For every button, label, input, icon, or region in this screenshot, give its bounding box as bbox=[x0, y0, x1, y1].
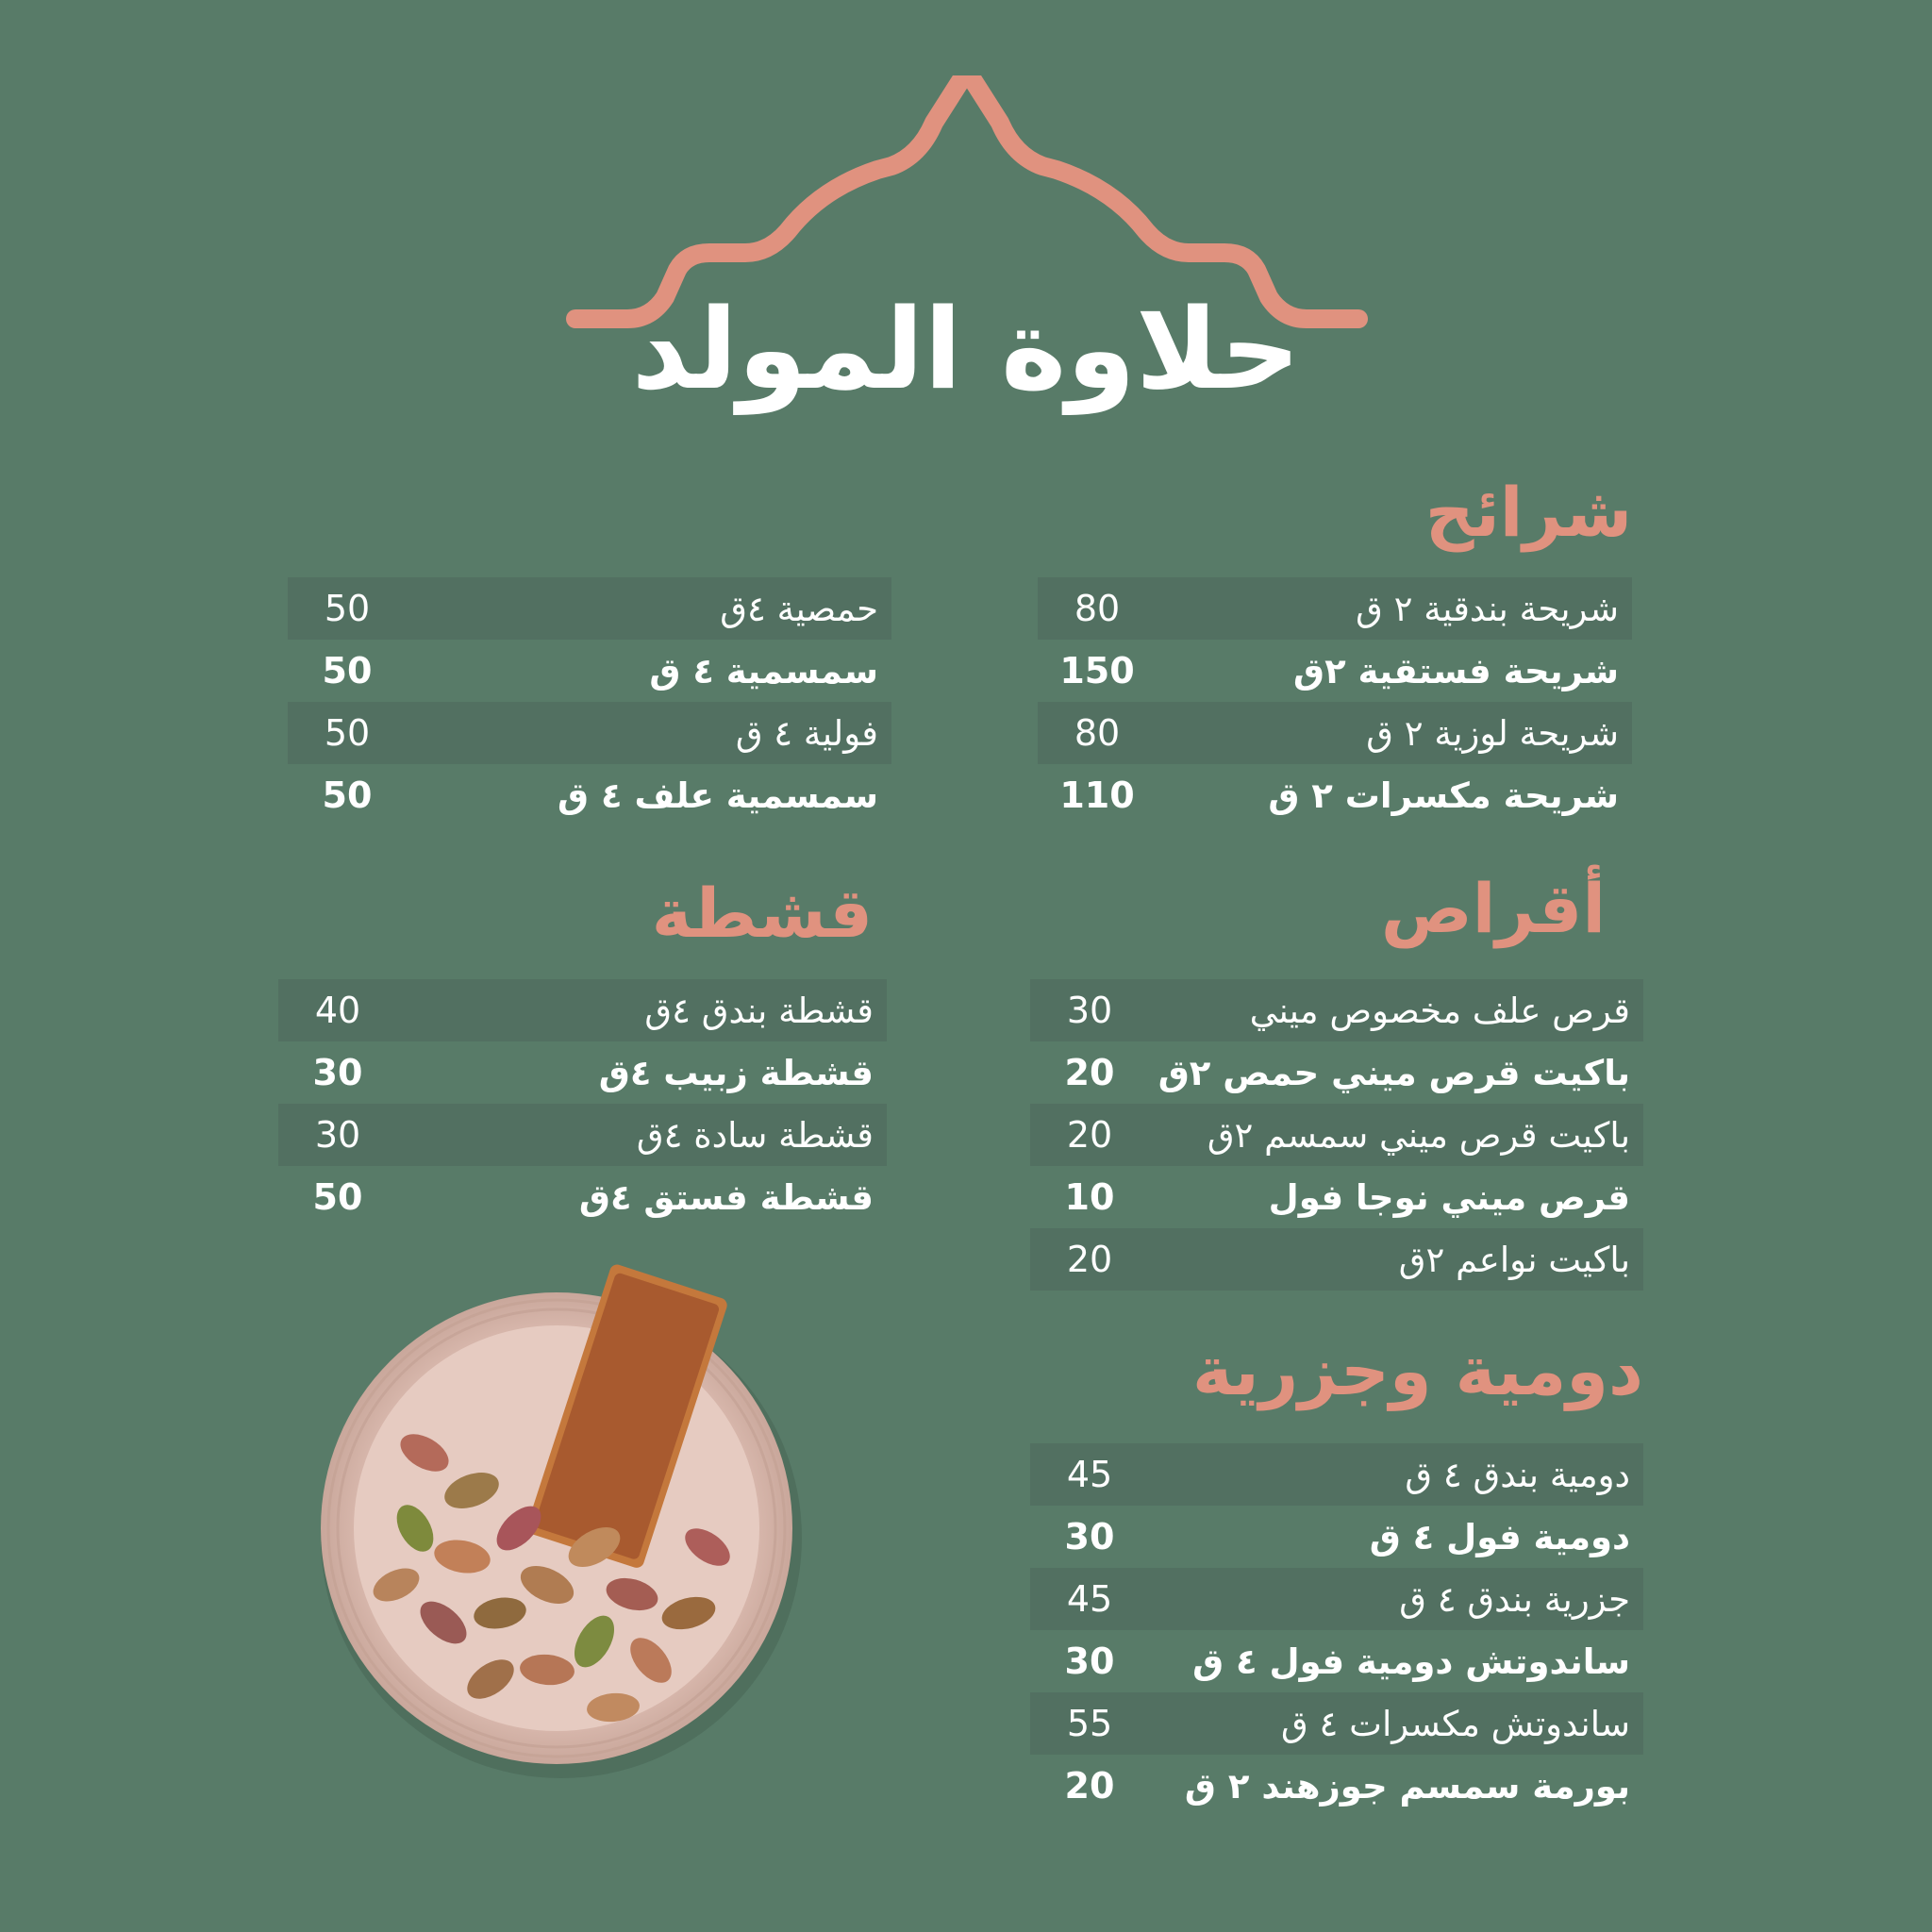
list-item bbox=[1030, 1755, 1643, 1817]
item-name: قشطة سادة ٤ق bbox=[636, 1114, 874, 1156]
item-name: باكيت نواعم ٢ق bbox=[1398, 1239, 1630, 1280]
item-price: 55 bbox=[1066, 1703, 1113, 1744]
list-item bbox=[1030, 1506, 1643, 1568]
item-name: فولية ٤ ق bbox=[735, 712, 878, 754]
item-price: 30 bbox=[1064, 1516, 1115, 1557]
item-name: شريحة فستقية ٢ق bbox=[1292, 650, 1619, 691]
section-title-domia: دومية وجزرية bbox=[1192, 1331, 1643, 1410]
list-item bbox=[288, 577, 891, 640]
misc-list bbox=[288, 577, 891, 826]
item-name: حمصية ٤ق bbox=[720, 588, 878, 629]
pistachio-bowl-icon bbox=[311, 1264, 821, 1792]
item-price: 50 bbox=[324, 712, 371, 754]
list-item bbox=[278, 1041, 887, 1104]
item-name: قشطة بندق ٤ق bbox=[644, 990, 874, 1031]
ashta-list bbox=[278, 979, 887, 1228]
list-item bbox=[1030, 1041, 1643, 1104]
item-name: قرص علف مخصوص ميني bbox=[1249, 990, 1630, 1031]
item-name: قشطة زبيب ٤ق bbox=[598, 1052, 874, 1093]
section-misc bbox=[288, 577, 891, 832]
item-name: قرص ميني نوجا فول bbox=[1268, 1176, 1630, 1218]
item-name: سمسمية ٤ ق bbox=[649, 650, 878, 691]
item-name: دومية فول ٤ ق bbox=[1369, 1516, 1630, 1557]
item-price: 20 bbox=[1064, 1765, 1115, 1807]
item-price: 50 bbox=[322, 774, 373, 816]
item-price: 80 bbox=[1074, 712, 1121, 754]
sharaeh-list bbox=[1038, 577, 1632, 826]
item-name: بورمة سمسم جوزهند ٢ ق bbox=[1184, 1765, 1630, 1807]
section-aqras bbox=[1030, 868, 1643, 1292]
item-name: باكيت قرص ميني حمص ٢ق bbox=[1158, 1052, 1630, 1093]
item-price: 30 bbox=[314, 1114, 361, 1156]
item-price: 10 bbox=[1064, 1176, 1115, 1218]
list-item bbox=[1030, 1568, 1643, 1630]
domia-list bbox=[1030, 1443, 1643, 1817]
item-name: شريحة مكسرات ٢ ق bbox=[1268, 774, 1619, 816]
item-name: سمسمية علف ٤ ق bbox=[558, 774, 878, 816]
item-price: 45 bbox=[1066, 1454, 1113, 1495]
item-price: 80 bbox=[1074, 588, 1121, 629]
list-item bbox=[278, 1166, 887, 1228]
item-name: قشطة فستق ٤ق bbox=[578, 1176, 874, 1218]
item-name: شريحة بندقية ٢ ق bbox=[1356, 588, 1619, 629]
list-item bbox=[1030, 1166, 1643, 1228]
item-name: باكيت قرص ميني سمسم ٢ق bbox=[1207, 1114, 1630, 1156]
aqras-list bbox=[1030, 979, 1643, 1291]
list-item bbox=[1030, 1228, 1643, 1291]
list-item bbox=[278, 979, 887, 1041]
item-price: 45 bbox=[1066, 1578, 1113, 1620]
section-title-ashta: قشطة bbox=[651, 874, 873, 953]
list-item bbox=[1038, 764, 1632, 826]
item-price: 40 bbox=[314, 990, 361, 1031]
section-ashta bbox=[278, 873, 887, 1231]
item-price: 150 bbox=[1059, 650, 1135, 691]
item-price: 20 bbox=[1066, 1114, 1113, 1156]
item-price: 30 bbox=[312, 1052, 363, 1093]
item-name: ساندوتش مكسرات ٤ ق bbox=[1281, 1703, 1630, 1744]
item-price: 50 bbox=[324, 588, 371, 629]
item-name: جزرية بندق ٤ ق bbox=[1399, 1578, 1630, 1620]
item-price: 20 bbox=[1064, 1052, 1115, 1093]
item-price: 30 bbox=[1066, 990, 1113, 1031]
item-price: 20 bbox=[1066, 1239, 1113, 1280]
item-name: ساندوتش دومية فول ٤ ق bbox=[1192, 1641, 1630, 1682]
item-name: دومية بندق ٤ ق bbox=[1405, 1454, 1630, 1495]
list-item bbox=[278, 1104, 887, 1166]
list-item bbox=[1030, 1104, 1643, 1166]
list-item bbox=[1038, 577, 1632, 640]
item-price: 30 bbox=[1064, 1641, 1115, 1682]
item-price: 50 bbox=[312, 1176, 363, 1218]
item-name: شريحة لوزية ٢ ق bbox=[1366, 712, 1619, 754]
list-item bbox=[288, 702, 891, 764]
list-item bbox=[1030, 1692, 1643, 1755]
page-title: حلاوة المولد bbox=[631, 284, 1301, 414]
list-item bbox=[1030, 1630, 1643, 1692]
item-price: 110 bbox=[1059, 774, 1135, 816]
list-item bbox=[1030, 1443, 1643, 1506]
section-title-sharaeh: شرائح bbox=[1424, 473, 1632, 552]
section-sharaeh bbox=[1038, 472, 1632, 830]
list-item bbox=[1038, 702, 1632, 764]
list-item bbox=[288, 640, 891, 702]
item-price: 50 bbox=[322, 650, 373, 691]
list-item bbox=[1030, 979, 1643, 1041]
section-domia bbox=[1030, 1330, 1643, 1807]
section-title-aqras: أقراص bbox=[1380, 869, 1606, 948]
list-item bbox=[1038, 640, 1632, 702]
list-item bbox=[288, 764, 891, 826]
